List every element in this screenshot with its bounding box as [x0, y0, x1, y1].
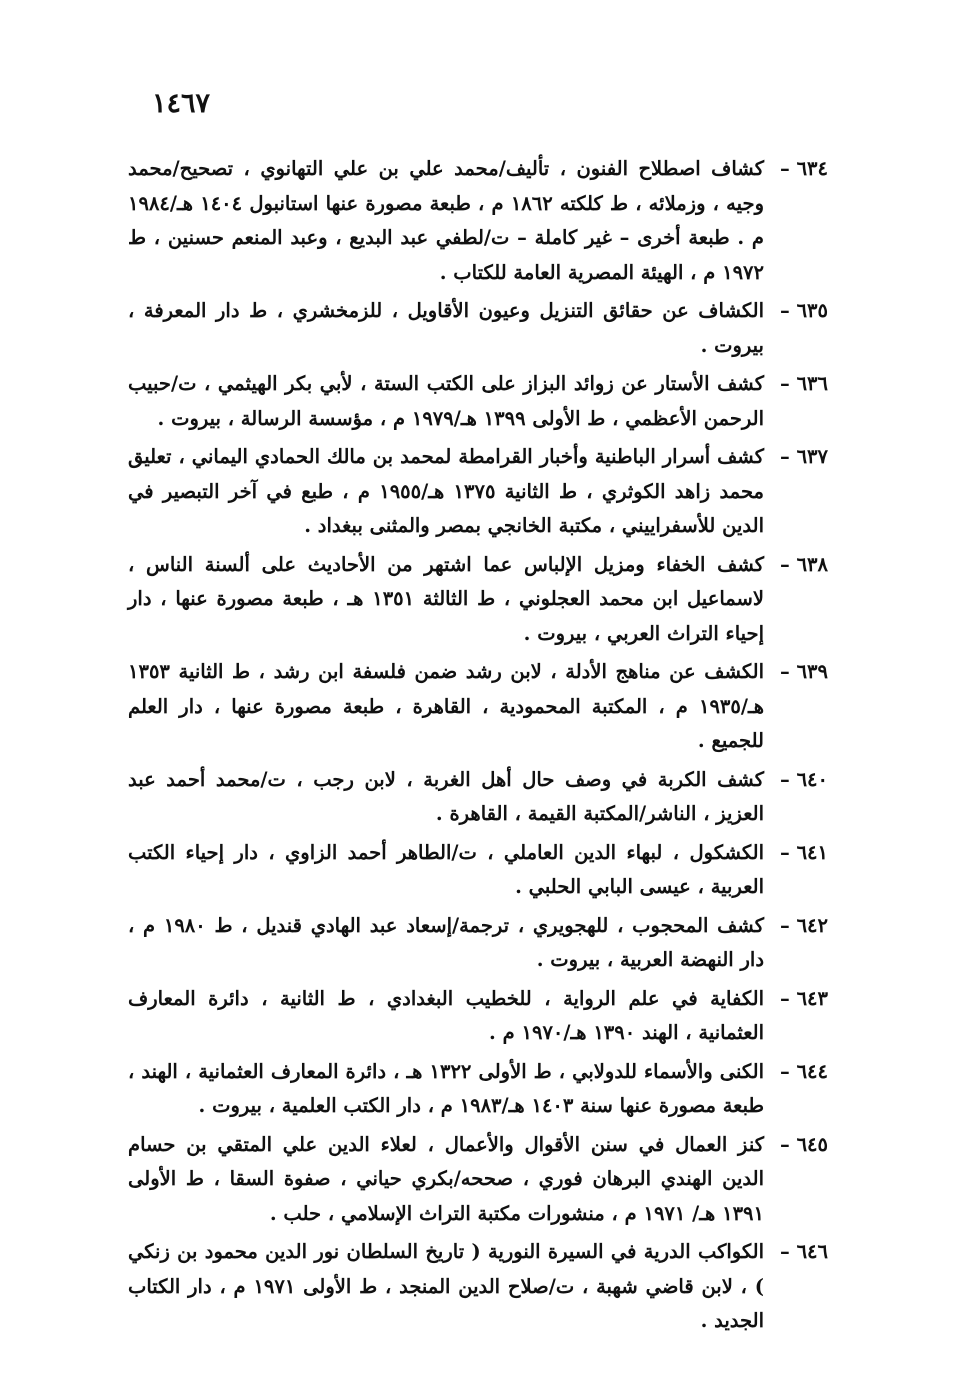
entry-number: ٦٤٥ – [780, 1132, 828, 1156]
entry-text: كشف الكربة في وصف حال أهل الغربة ، لابن رجب ، ت/محمد أحمد عبد العزيز ، الناشر/المكتبة القيمة ، القاهرة . [128, 767, 764, 825]
bibliography-entry [128, 440, 828, 544]
bibliography-entry [128, 152, 828, 290]
entry-number: ٦٣٧ – [780, 445, 828, 468]
entry-text: كشاف اصطلاح الفنون ، تأليف/محمد علي بن علي التهانوي ، تصحيح/محمد وجيه ، وزملائه ، ط كلكته ١٨٦٢ م ، طبعة مصورة عنها استانبول ١٤٠٤ هـ/١٩٨٤ م . طبعة أخرى – غير كاملة – ت/لطفي عبد البديع ، وعبد المنعم حسنين ، ط ١٩٧٢ م ، الهيئة المصرية العامة للكتاب . [128, 157, 764, 284]
page-number: ١٤٦٧ [152, 88, 211, 119]
bibliography-entry [128, 548, 828, 652]
entry-number: ٦٣٦ – [780, 372, 828, 395]
entry-text: كشف الأستار عن زوائد البزاز على الكتب الستة ، لأبي بكر الهيثمي ، ت/حبيب الرحمن الأعظمي ، ط الأولى ١٣٩٩ هـ/١٩٧٩ م ، مؤسسة الرسالة ، بيروت . [128, 372, 764, 430]
entry-number: ٦٤٢ – [780, 913, 828, 937]
entry-text: الكشف عن مناهج الأدلة ، لابن رشد ضمن فلسفة ابن رشد ، ط الثانية ١٣٥٣ هـ/١٩٣٥ م ، المكتبة المحمودية ، القاهرة ، طبعة مصورة عنها ، دار العلم للجميع . [128, 660, 764, 752]
entry-text: كشف المحجوب ، للهجويري ، ترجمة/إسعاد عبد الهادي قنديل ، ط ١٩٨٠ م ، دار النهضة العربية ، بيروت . [128, 913, 764, 971]
bibliography-entry [128, 1055, 828, 1124]
bibliography-entry [128, 836, 828, 905]
entry-number: ٦٣٩ – [780, 660, 828, 683]
entry-text: كشف أسرار الباطنية وأخبار القرامطة لمحمد بن مالك الحمادي اليماني ، تعليق محمد زاهد الكوثري ، ط الثانية ١٣٧٥ هـ/١٩٥٥ م ، طبع في آخر التبصير في الدين للأسفراييني ، مكتبة الخانجي بمصر والمثنى ببغداد . [128, 445, 764, 537]
entry-text: الكواكب الدرية في السيرة النورية ( تاريخ السلطان نور الدين محمود بن زنكي ) ، لابن قاضي شهبة ، ت/صلاح الدين المنجد ، ط الأولى ١٩٧١ م ، دار الكتاب الجديد . [128, 1240, 764, 1332]
entry-text: الكشاف عن حقائق التنزيل وعيون الأقاويل ، للزمخشري ، ط دار المعرفة ، بيروت . [128, 299, 764, 357]
bibliography-entry [128, 909, 828, 978]
entry-text: الكشكول ، لبهاء الدين العاملي ، ت/الطاهر أحمد الزاوي ، دار إحياء الكتب العربية ، عيسى البابي الحلبي . [128, 840, 764, 898]
entry-text: الكنى والأسماء للدولابي ، ط الأولى ١٣٢٢ هـ ، دائرة المعارف العثمانية ، الهند ، طبعة مصورة عنها سنة ١٤٠٣ هـ/١٩٨٣ م ، دار الكتب العلمية ، بيروت . [128, 1059, 765, 1117]
entry-text: الكفاية في علم الرواية ، للخطيب البغدادي ، ط الثانية ، دائرة المعارف العثمانية ، الهند ١٣٩٠ هـ/١٩٧٠ م . [128, 986, 764, 1044]
entry-number: ٦٣٤ – [780, 157, 828, 180]
bibliography-entry [128, 1128, 828, 1232]
bibliography-entry [128, 655, 828, 759]
bibliography-entry [128, 294, 828, 363]
entry-number: ٦٣٥ – [780, 299, 828, 322]
bibliography-entry [128, 763, 828, 832]
entry-text: كنز العمال في سنن الأقوال والأعمال ، لعلاء الدين علي المتقي بن حسام الدين الهندي البرهان فوري ، صححه/بكري حياني ، صفوة السقا ، ط الأولى ١٣٩١ هـ/ ١٩٧١ م ، منشورات مكتبة التراث الإسلامي ، حلب . [128, 1132, 764, 1225]
bibliography-entry [128, 1235, 828, 1339]
entry-number: ٦٤٠ – [780, 767, 828, 791]
entry-number: ٦٤١ – [780, 840, 828, 864]
entry-text: كشف الخفاء ومزيل الإلباس عما اشتهر من الأحاديث على ألسنة الناس ، لاسماعيل ابن محمد العجلوني ، ط الثالثة ١٣٥١ هـ ، طبعة مصورة عنها ، دار إحياء التراث العربي ، بيروت . [128, 552, 764, 645]
entry-number: ٦٤٣ – [780, 986, 828, 1010]
bibliography-entry [128, 982, 828, 1051]
entry-number: ٦٤٦ – [780, 1240, 828, 1263]
bibliography-list [128, 152, 828, 1343]
entry-number: ٦٤٤ – [780, 1059, 828, 1083]
bibliography-entry [128, 367, 828, 436]
entry-number: ٦٣٨ – [780, 552, 828, 576]
